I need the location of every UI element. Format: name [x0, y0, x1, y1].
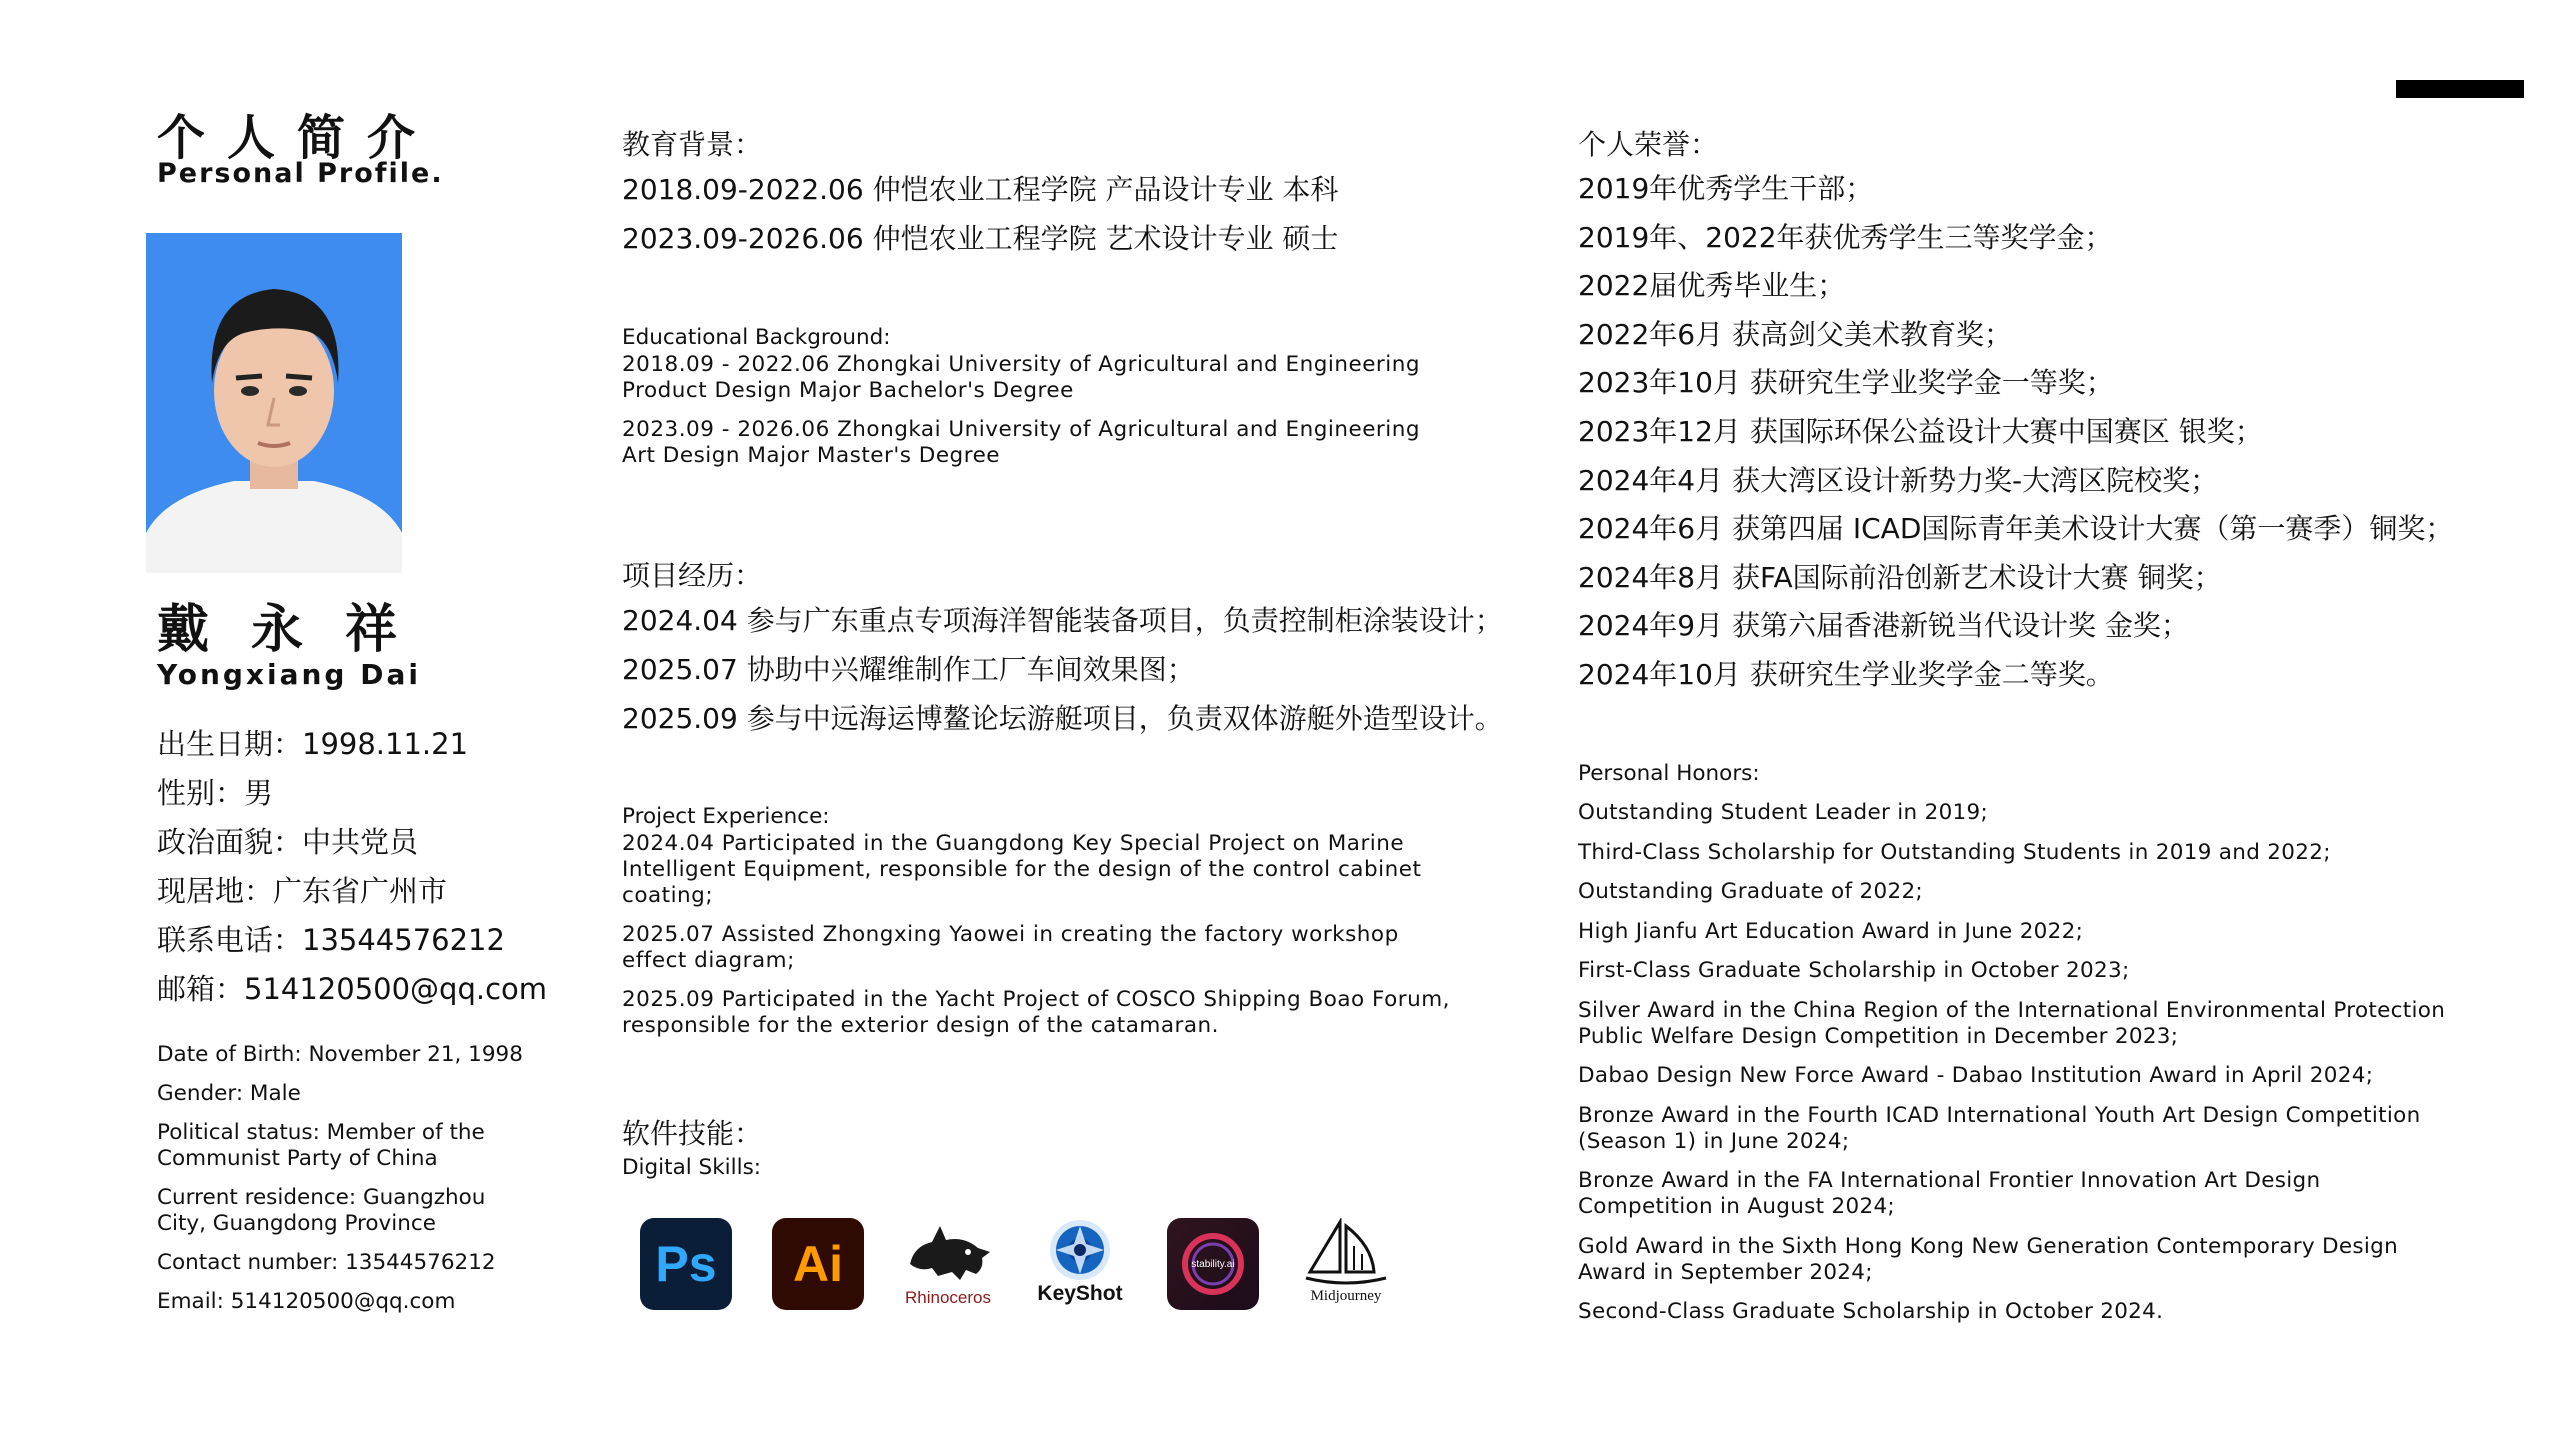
honor-item-cn: 2019年优秀学生干部； [1578, 172, 1874, 205]
birth-date-cn: 出生日期：1998.11.21 [157, 727, 469, 761]
education-item-en: 2023.09 - 2026.06 Zhongkai University of Agricultural and Engineering Art Design Major Master's Degree [622, 417, 1421, 468]
project-item-cn: 2025.07 协助中兴耀维制作工厂车间效果图； [622, 653, 1195, 686]
honor-item-cn: 2024年10月 获研究生学业奖学金二等奖。 [1578, 657, 2114, 691]
illustrator-label: Ai [793, 1236, 843, 1292]
honor-item-en: High Jianfu Art Education Award in June 2022; [1578, 918, 2084, 944]
honor-item-en: Dabao Design New Force Award - Dabao Institution Award in April 2024; [1578, 1063, 2374, 1088]
skills-section [622, 1114, 1452, 1182]
education-section-en [622, 324, 1452, 482]
project-item-en: 2024.04 Participated in the Guangdong Key Special Project on Marine Intelligent Equipment, responsible for the design of the control cabinet coating; [622, 831, 1422, 908]
honor-item-cn: 2024年6月 获第四届 ICAD国际青年美术设计大赛（第一赛季）铜奖； [1578, 512, 2454, 546]
honor-item-en: Bronze Award in the FA International Frontier Innovation Art Design Competition in August 2024; [1578, 1168, 2321, 1219]
skills-heading-cn: 软件技能： [622, 1117, 763, 1150]
honors-heading-en: Personal Honors: [1578, 761, 1760, 786]
honors-heading-cn: 个人荣誉： [1578, 128, 1719, 161]
personal-info-cn [157, 720, 577, 1014]
honor-item-cn: 2024年9月 获第六届香港新锐当代设计奖 金奖； [1578, 609, 2189, 643]
decorative-top-bar [2396, 80, 2524, 98]
keyshot-icon [1034, 1218, 1126, 1310]
honor-item-cn: 2019年、2022年获优秀学生三等奖学金； [1578, 220, 2113, 254]
stability-ai-icon [1167, 1218, 1259, 1310]
project-item-cn: 2024.04 参与广东重点专项海洋智能装备项目，负责控制柜涂装设计； [622, 604, 1503, 637]
honors-section-en [1578, 760, 2458, 1339]
project-section-en [622, 803, 1452, 1052]
profile-title-cn: 个人简介 [157, 110, 438, 166]
education-item-cn: 2018.09-2022.06 仲恺农业工程学院 产品设计专业 本科 [622, 173, 1339, 206]
honors-section-cn [1578, 125, 2458, 700]
honor-item-en: Silver Award in the China Region of the International Environmental Protection Public Welfare Design Competition in December 2023; [1578, 997, 2446, 1049]
honor-item-cn: 2022年6月 获高剑父美术教育奖； [1578, 317, 2012, 351]
residence-en: Current residence: Guangzhou City, Guangdong Province [157, 1185, 486, 1236]
honor-item-en: Bronze Award in the Fourth ICAD International Youth Art Design Competition (Season 1) in June 2024; [1578, 1102, 2421, 1154]
photoshop-label: Ps [655, 1236, 717, 1292]
illustrator-icon [772, 1218, 864, 1310]
honor-item-en: First-Class Graduate Scholarship in October 2023; [1578, 958, 2130, 983]
honor-item-cn: 2023年12月 获国际环保公益设计大赛中国赛区 银奖； [1578, 414, 2263, 448]
email-cn: 邮箱：514120500@qq.com [157, 972, 548, 1006]
political-status-en: Political status: Member of the Communist Party of China [157, 1120, 485, 1171]
honor-item-en: Outstanding Graduate of 2022; [1578, 879, 1923, 904]
honor-item-en: Gold Award in the Sixth Hong Kong New Generation Contemporary Design Award in September 2024; [1578, 1233, 2399, 1285]
birth-date-en: Date of Birth: November 21, 1998 [157, 1042, 523, 1067]
skill-icons [640, 1218, 1400, 1318]
project-heading-cn: 项目经历： [622, 559, 763, 592]
education-item-cn: 2023.09-2026.06 仲恺农业工程学院 艺术设计专业 硕士 [622, 222, 1339, 255]
phone-en: Contact number: 13544576212 [157, 1250, 496, 1275]
stability-ai-label: stability.ai [1191, 1258, 1235, 1270]
profile-photo [146, 233, 402, 573]
profile-title-en: Personal Profile. [157, 158, 444, 189]
project-heading-en: Project Experience: [622, 804, 830, 829]
midjourney-label: Midjourney [1310, 1288, 1382, 1304]
education-heading-cn: 教育背景： [622, 128, 763, 161]
name-en: Yongxiang Dai [157, 658, 421, 691]
residence-cn: 现居地：广东省广州市 [157, 874, 448, 908]
personal-info-en [157, 1042, 537, 1328]
keyshot-label: KeyShot [1037, 1282, 1123, 1305]
honor-item-cn: 2024年8月 获FA国际前沿创新艺术设计大赛 铜奖； [1578, 560, 2222, 594]
honor-item-en: Outstanding Student Leader in 2019; [1578, 800, 1989, 825]
rhinoceros-label: Rhinoceros [905, 1288, 991, 1307]
honor-item-en: Third-Class Scholarship for Outstanding Students in 2019 and 2022; [1578, 839, 2331, 865]
honor-item-cn: 2023年10月 获研究生学业奖学金一等奖； [1578, 366, 2114, 400]
political-status-cn: 政治面貌：中共党员 [157, 825, 419, 859]
project-item-en: 2025.07 Assisted Zhongxing Yaowei in creating the factory workshop effect diagram; [622, 922, 1399, 973]
education-section-cn [622, 125, 1452, 263]
education-heading-en: Educational Background: [622, 325, 891, 350]
phone-cn: 联系电话：13544576212 [157, 923, 505, 957]
project-item-en: 2025.09 Participated in the Yacht Project of COSCO Shipping Boao Forum, responsible for the exterior design of the catamaran. [622, 987, 1451, 1038]
education-item-en: 2018.09 - 2022.06 Zhongkai University of Agricultural and Engineering Product Design Major Bachelor's Degree [622, 352, 1421, 403]
project-section-cn [622, 556, 1503, 743]
honor-item-en: Second-Class Graduate Scholarship in October 2024. [1578, 1299, 2164, 1324]
gender-en: Gender: Male [157, 1081, 301, 1106]
rhinoceros-icon [902, 1218, 994, 1310]
honor-item-cn: 2024年4月 获大湾区设计新势力奖-大湾区院校奖； [1578, 463, 2219, 497]
name-cn: 戴永祥 [157, 600, 440, 660]
gender-cn: 性别：男 [157, 776, 274, 810]
skills-heading-en: Digital Skills: [622, 1155, 762, 1180]
photoshop-icon [640, 1218, 732, 1310]
project-item-cn: 2025.09 参与中远海运博鳌论坛游艇项目，负责双体游艇外造型设计。 [622, 702, 1503, 735]
email-en: Email: 514120500@qq.com [157, 1289, 456, 1314]
honor-item-cn: 2022届优秀毕业生； [1578, 269, 1846, 303]
midjourney-icon [1300, 1218, 1392, 1310]
